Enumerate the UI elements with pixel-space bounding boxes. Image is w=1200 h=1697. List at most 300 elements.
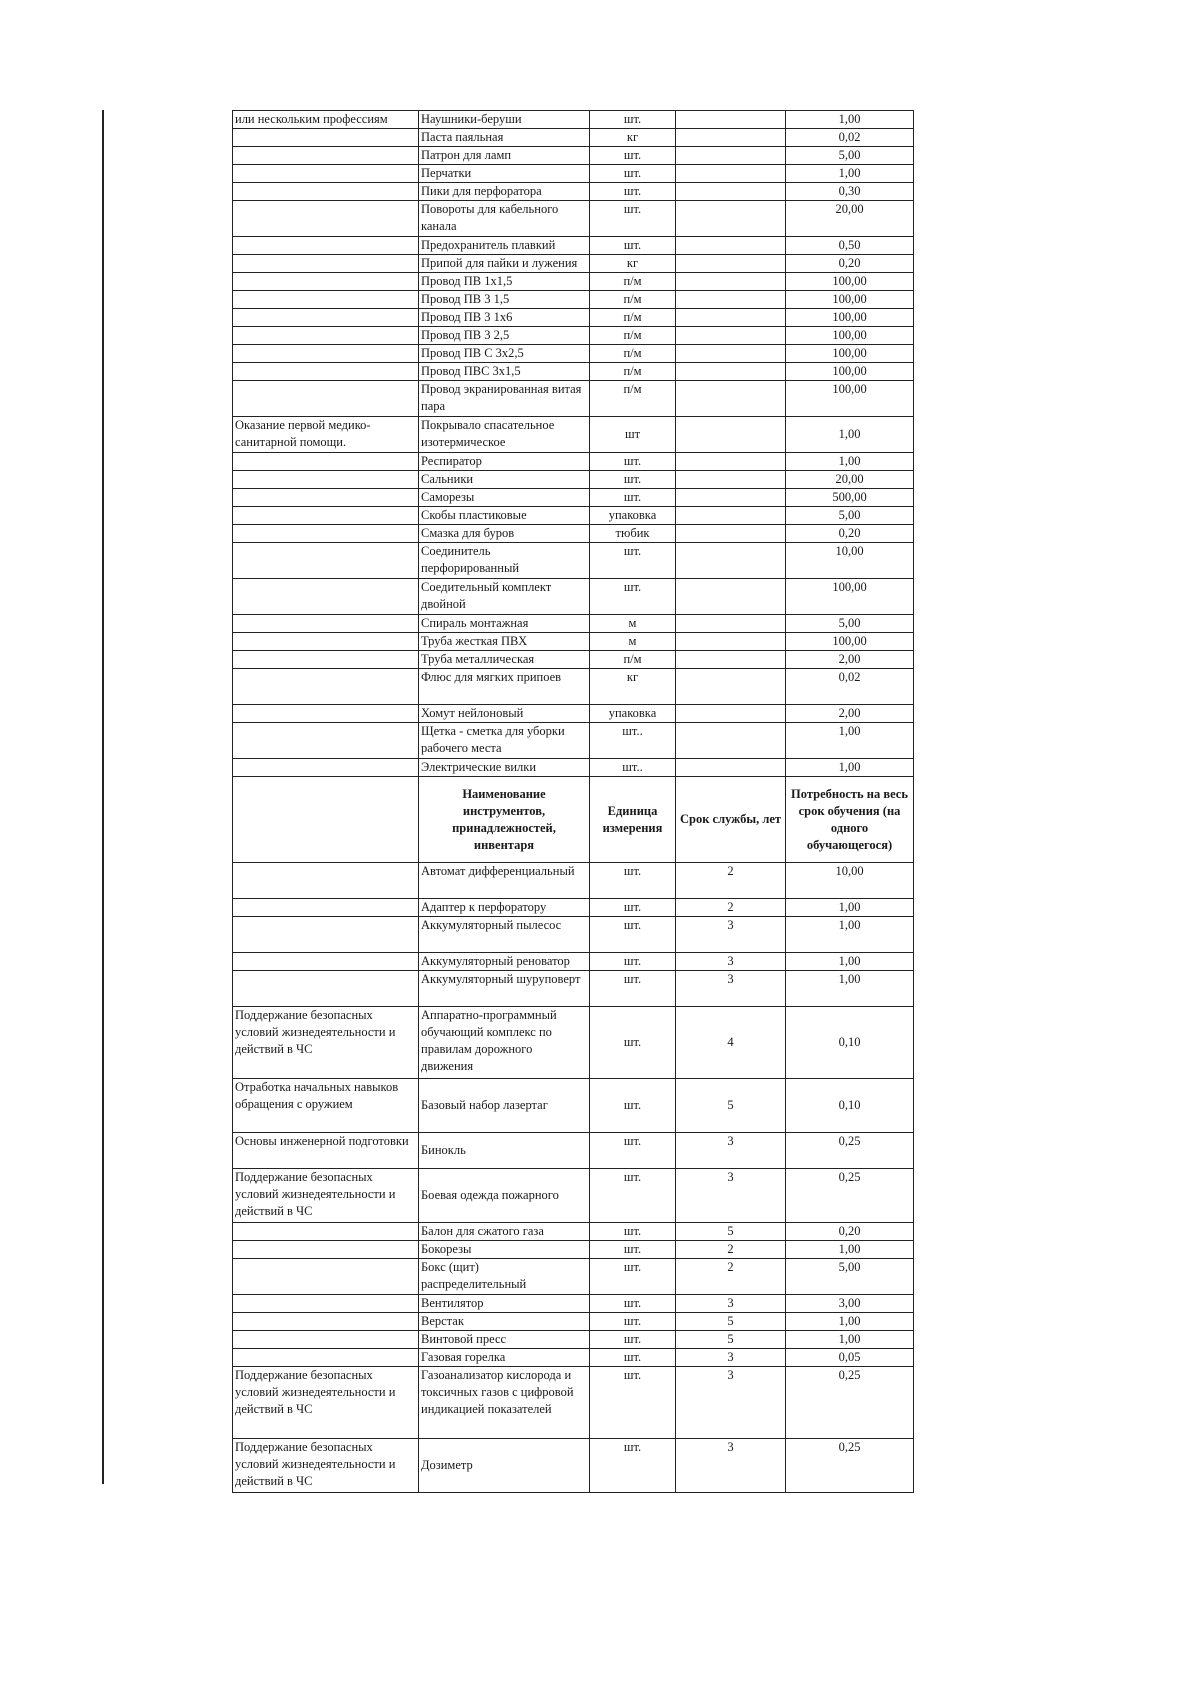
- item-name: Флюс для мягких припоев: [419, 669, 590, 705]
- item-name: Соедительный комплект двойной: [419, 579, 590, 615]
- table-row: [233, 183, 914, 201]
- section-cell: [233, 615, 419, 633]
- item-unit: шт.: [590, 165, 676, 183]
- item-name: Сальники: [419, 471, 590, 489]
- item-name: Автомат дифференциальный: [419, 863, 590, 899]
- section-cell: [233, 953, 419, 971]
- item-name: [419, 953, 590, 971]
- item-life: 5: [676, 1223, 786, 1241]
- table-row: [233, 381, 914, 417]
- table-row: [233, 1295, 914, 1313]
- item-name: [419, 255, 590, 273]
- item-name: Перчатки: [419, 165, 590, 183]
- item-life: [676, 201, 786, 237]
- table-header-row: [233, 777, 914, 863]
- table-row: [233, 1241, 914, 1259]
- table-row: [233, 165, 914, 183]
- item-qty: 3,00: [786, 1295, 914, 1313]
- table-row: [233, 971, 914, 1007]
- item-qty: 0,50: [786, 237, 914, 255]
- item-name: Провод ПВ 1х1,5: [419, 273, 590, 291]
- item-unit: шт.: [590, 1169, 676, 1223]
- item-unit: шт.: [590, 111, 676, 129]
- item-name: Респиратор: [419, 453, 590, 471]
- section-cell: [233, 489, 419, 507]
- item-name: Провод ПВ 3 2,5: [419, 327, 590, 345]
- item-qty: 1,00: [786, 1313, 914, 1331]
- item-life: [676, 129, 786, 147]
- item-name: Скобы пластиковые: [419, 507, 590, 525]
- section-cell: [233, 1259, 419, 1295]
- item-unit: кг: [590, 129, 676, 147]
- table-row: [233, 1223, 914, 1241]
- item-name: Аккумуляторный пылесос: [419, 917, 590, 953]
- item-life: 5: [676, 1079, 786, 1133]
- item-unit: шт.: [590, 1367, 676, 1439]
- item-qty: 0,20: [786, 255, 914, 273]
- item-life: 3: [676, 1295, 786, 1313]
- item-life: 2: [676, 1241, 786, 1259]
- item-qty: 1,00: [786, 1331, 914, 1349]
- left-margin-rule: [102, 110, 104, 1484]
- item-life: [676, 237, 786, 255]
- item-life: [676, 471, 786, 489]
- item-qty: 100,00: [786, 273, 914, 291]
- section-cell: [233, 1295, 419, 1313]
- item-life: [676, 183, 786, 201]
- item-qty: 1,00: [786, 417, 914, 453]
- item-life: 3: [676, 917, 786, 953]
- item-qty: 0,30: [786, 183, 914, 201]
- item-unit: шт.: [590, 489, 676, 507]
- section-cell: [233, 507, 419, 525]
- item-name: Провод ПВ 3 1,5: [419, 291, 590, 309]
- section-cell: [233, 273, 419, 291]
- item-unit: шт.: [590, 183, 676, 201]
- item-name-text: Аккумуляторный реноватор: [421, 954, 570, 968]
- item-life: [676, 327, 786, 345]
- table-row: [233, 453, 914, 471]
- equipment-table: [232, 110, 914, 1493]
- table-row: [233, 201, 914, 237]
- item-life: [676, 345, 786, 363]
- table-row: [233, 525, 914, 543]
- section-cell: [233, 1313, 419, 1331]
- table-row: [233, 1349, 914, 1367]
- section-cell: [233, 471, 419, 489]
- table-row: [233, 633, 914, 651]
- section-cell: [233, 381, 419, 417]
- section-cell: [233, 147, 419, 165]
- table-row: [233, 651, 914, 669]
- table-row: [233, 759, 914, 777]
- section-cell: Основы инженерной подготовки: [233, 1133, 419, 1169]
- item-qty: 100,00: [786, 309, 914, 327]
- item-life: 3: [676, 971, 786, 1007]
- section-cell: [233, 1331, 419, 1349]
- table-row: [233, 899, 914, 917]
- item-qty: 5,00: [786, 507, 914, 525]
- item-unit: упаковка: [590, 507, 676, 525]
- item-unit: шт.: [590, 1349, 676, 1367]
- section-cell: [233, 543, 419, 579]
- item-life: [676, 417, 786, 453]
- item-unit: шт..: [590, 723, 676, 759]
- item-name: Газоанализатор кислорода и токсичных газов с цифровой индикацией показателей: [419, 1367, 590, 1439]
- item-qty: 2,00: [786, 705, 914, 723]
- item-name: Наушники-беруши: [419, 111, 590, 129]
- table-row: [233, 345, 914, 363]
- table-row: [233, 273, 914, 291]
- item-qty: 5,00: [786, 147, 914, 165]
- item-life: [676, 507, 786, 525]
- section-cell: [233, 453, 419, 471]
- item-unit: п/м: [590, 273, 676, 291]
- item-name: Смазка для буров: [419, 525, 590, 543]
- item-qty: 100,00: [786, 345, 914, 363]
- item-qty: 10,00: [786, 543, 914, 579]
- item-unit: шт.: [590, 899, 676, 917]
- item-unit: п/м: [590, 345, 676, 363]
- item-qty: 5,00: [786, 615, 914, 633]
- item-life: [676, 723, 786, 759]
- table-row: [233, 237, 914, 255]
- item-qty: 1,00: [786, 453, 914, 471]
- section-cell: [233, 363, 419, 381]
- item-qty: 0,25: [786, 1133, 914, 1169]
- item-name: Соединитель перфорированный: [419, 543, 590, 579]
- item-qty: 1,00: [786, 111, 914, 129]
- item-unit: кг: [590, 669, 676, 705]
- item-life: [676, 651, 786, 669]
- item-life: [676, 309, 786, 327]
- item-life: 3: [676, 1367, 786, 1439]
- item-name: Аппаратно-программный обучающий комплекс по правилам дорожного движения: [419, 1007, 590, 1079]
- item-unit: шт..: [590, 759, 676, 777]
- table-row: [233, 1079, 914, 1133]
- section-cell: [233, 651, 419, 669]
- item-qty: 100,00: [786, 381, 914, 417]
- item-unit: шт.: [590, 1241, 676, 1259]
- item-unit: кг: [590, 255, 676, 273]
- item-unit: п/м: [590, 309, 676, 327]
- section-cell: или нескольким профессиям: [233, 111, 419, 129]
- table-row: [233, 255, 914, 273]
- table-row: [233, 579, 914, 615]
- item-life: [676, 633, 786, 651]
- section-cell: [233, 345, 419, 363]
- item-life: 2: [676, 899, 786, 917]
- item-qty: 0,02: [786, 129, 914, 147]
- item-name: Хомут нейлоновый: [419, 705, 590, 723]
- item-name: Боевая одежда пожарного: [419, 1169, 590, 1223]
- section-cell: Отработка начальных навыков обращения с оружием: [233, 1079, 419, 1133]
- table-row: [233, 489, 914, 507]
- item-qty: 0,20: [786, 525, 914, 543]
- item-life: [676, 255, 786, 273]
- item-unit: шт.: [590, 453, 676, 471]
- item-name: Провод ПВ С 3х2,5: [419, 345, 590, 363]
- item-qty: 100,00: [786, 291, 914, 309]
- item-life: [676, 381, 786, 417]
- item-qty: 0,05: [786, 1349, 914, 1367]
- section-cell: [233, 669, 419, 705]
- section-cell: [233, 183, 419, 201]
- header-name: Наименование инструментов, принадлежностей, инвентаря: [419, 777, 590, 863]
- item-life: [676, 669, 786, 705]
- item-life: [676, 759, 786, 777]
- section-cell: [233, 1223, 419, 1241]
- item-qty: 100,00: [786, 327, 914, 345]
- item-name: Аккумуляторный шуруповерт: [419, 971, 590, 1007]
- item-life: [676, 165, 786, 183]
- item-unit: шт: [590, 417, 676, 453]
- item-name: Балон для сжатого газа: [419, 1223, 590, 1241]
- item-unit: шт.: [590, 1439, 676, 1493]
- item-name: Патрон для ламп: [419, 147, 590, 165]
- item-life: [676, 543, 786, 579]
- item-unit: шт.: [590, 1079, 676, 1133]
- item-unit: шт.: [590, 953, 676, 971]
- table-row: [233, 291, 914, 309]
- item-life: [676, 363, 786, 381]
- table-row: [233, 917, 914, 953]
- item-name: Покрывало спасательное изотермическое: [419, 417, 590, 453]
- item-life: [676, 489, 786, 507]
- section-cell: [233, 579, 419, 615]
- section-cell: Поддержание безопасных условий жизнедеятельности и действий в ЧС: [233, 1439, 419, 1493]
- item-qty: 1,00: [786, 1241, 914, 1259]
- table-row: [233, 953, 914, 971]
- item-unit: шт.: [590, 471, 676, 489]
- table-row: [233, 705, 914, 723]
- section-cell: [233, 1241, 419, 1259]
- item-name: Труба жесткая ПВХ: [419, 633, 590, 651]
- item-unit: шт.: [590, 863, 676, 899]
- item-name: Адаптер к перфоратору: [419, 899, 590, 917]
- section-cell: [233, 899, 419, 917]
- header-empty-cell: [233, 777, 419, 863]
- section-cell: [233, 759, 419, 777]
- item-qty: 10,00: [786, 863, 914, 899]
- item-name: Пики для перфоратора: [419, 183, 590, 201]
- item-unit: тюбик: [590, 525, 676, 543]
- header-unit: Единица измерения: [590, 777, 676, 863]
- item-life: 2: [676, 1259, 786, 1295]
- section-cell: [233, 309, 419, 327]
- table-row: [233, 507, 914, 525]
- item-qty: 100,00: [786, 579, 914, 615]
- item-name: Газовая горелка: [419, 1349, 590, 1367]
- item-life: 4: [676, 1007, 786, 1079]
- item-life: 5: [676, 1331, 786, 1349]
- item-unit: шт.: [590, 971, 676, 1007]
- item-life: [676, 705, 786, 723]
- section-cell: [233, 525, 419, 543]
- section-cell: [233, 201, 419, 237]
- item-life: [676, 273, 786, 291]
- table-row: [233, 417, 914, 453]
- item-unit: шт.: [590, 237, 676, 255]
- item-life: [676, 525, 786, 543]
- item-qty: 0,25: [786, 1367, 914, 1439]
- table-row: [233, 1331, 914, 1349]
- section-cell: [233, 291, 419, 309]
- table-row: [233, 471, 914, 489]
- table-row: [233, 327, 914, 345]
- item-qty: 2,00: [786, 651, 914, 669]
- item-qty: 1,00: [786, 971, 914, 1007]
- item-name: Дозиметр: [419, 1439, 590, 1493]
- item-name: Вентилятор: [419, 1295, 590, 1313]
- item-unit: шт.: [590, 543, 676, 579]
- item-unit: шт.: [590, 1331, 676, 1349]
- item-unit: шт.: [590, 1223, 676, 1241]
- item-unit: шт.: [590, 1007, 676, 1079]
- item-unit: п/м: [590, 291, 676, 309]
- item-unit: шт.: [590, 1133, 676, 1169]
- table-row: [233, 543, 914, 579]
- item-qty: 5,00: [786, 1259, 914, 1295]
- table-row: [233, 1439, 914, 1493]
- item-name: Труба металлическая: [419, 651, 590, 669]
- item-name: Базовый набор лазертаг: [419, 1079, 590, 1133]
- item-qty: 1,00: [786, 165, 914, 183]
- table-row: [233, 1367, 914, 1439]
- item-qty: 0,10: [786, 1007, 914, 1079]
- item-life: 3: [676, 1349, 786, 1367]
- item-qty: 20,00: [786, 201, 914, 237]
- section-cell: [233, 723, 419, 759]
- item-name: Спираль монтажная: [419, 615, 590, 633]
- item-unit: шт.: [590, 1259, 676, 1295]
- item-life: 3: [676, 1439, 786, 1493]
- section-cell: [233, 129, 419, 147]
- item-life: 5: [676, 1313, 786, 1331]
- item-name: Верстак: [419, 1313, 590, 1331]
- item-life: [676, 291, 786, 309]
- table-row: [233, 1313, 914, 1331]
- table-row: [233, 669, 914, 705]
- item-life: 2: [676, 863, 786, 899]
- item-unit: п/м: [590, 381, 676, 417]
- header-life: Срок службы, лет: [676, 777, 786, 863]
- item-name: Паста паяльная: [419, 129, 590, 147]
- item-qty: 1,00: [786, 953, 914, 971]
- item-name: Винтовой пресс: [419, 1331, 590, 1349]
- item-life: 3: [676, 1133, 786, 1169]
- item-unit: шт.: [590, 917, 676, 953]
- item-name: Щетка - сметка для уборки рабочего места: [419, 723, 590, 759]
- item-unit: м: [590, 633, 676, 651]
- item-name: Бокс (щит) распределительный: [419, 1259, 590, 1295]
- section-cell: Поддержание безопасных условий жизнедеятельности и действий в ЧС: [233, 1367, 419, 1439]
- item-unit: м: [590, 615, 676, 633]
- table-row: [233, 1169, 914, 1223]
- table-row: [233, 615, 914, 633]
- tools-body: [233, 777, 914, 1493]
- table-row: [233, 111, 914, 129]
- section-cell: Поддержание безопасных условий жизнедеятельности и действий в ЧС: [233, 1007, 419, 1079]
- section-cell: [233, 863, 419, 899]
- item-name: Бокорезы: [419, 1241, 590, 1259]
- item-life: [676, 147, 786, 165]
- item-qty: 0,25: [786, 1169, 914, 1223]
- table-row: [233, 147, 914, 165]
- item-name: Предохранитель плавкий: [419, 237, 590, 255]
- item-life: 3: [676, 1169, 786, 1223]
- item-unit: шт.: [590, 579, 676, 615]
- item-qty: 100,00: [786, 363, 914, 381]
- item-name: Саморезы: [419, 489, 590, 507]
- item-name: Провод экранированная витая пара: [419, 381, 590, 417]
- table-row: [233, 1007, 914, 1079]
- table-row: [233, 129, 914, 147]
- item-qty: 100,00: [786, 633, 914, 651]
- item-name: Провод ПВ 3 1х6: [419, 309, 590, 327]
- table-row: [233, 723, 914, 759]
- item-name: Бинокль: [419, 1133, 590, 1169]
- table-row: [233, 863, 914, 899]
- item-name: Провод ПВС 3х1,5: [419, 363, 590, 381]
- item-life: [676, 111, 786, 129]
- item-life: [676, 453, 786, 471]
- item-life: 3: [676, 953, 786, 971]
- item-unit: шт.: [590, 201, 676, 237]
- item-name-text: Припой для пайки и лужения: [421, 256, 578, 270]
- table-row: [233, 363, 914, 381]
- item-name: Электрические вилки: [419, 759, 590, 777]
- section-cell: [233, 237, 419, 255]
- section-cell: [233, 633, 419, 651]
- table-row: [233, 1259, 914, 1295]
- section-cell: [233, 255, 419, 273]
- item-unit: п/м: [590, 651, 676, 669]
- item-unit: п/м: [590, 327, 676, 345]
- item-qty: 0,25: [786, 1439, 914, 1493]
- item-qty: 20,00: [786, 471, 914, 489]
- table-row: [233, 1133, 914, 1169]
- materials-body: [233, 111, 914, 777]
- item-name: Повороты для кабельного канала: [419, 201, 590, 237]
- item-unit: п/м: [590, 363, 676, 381]
- item-unit: шт.: [590, 147, 676, 165]
- section-cell: [233, 327, 419, 345]
- section-cell: Поддержание безопасных условий жизнедеятельности и действий в ЧС: [233, 1169, 419, 1223]
- item-unit: шт.: [590, 1295, 676, 1313]
- section-cell: [233, 971, 419, 1007]
- item-qty: 0,20: [786, 1223, 914, 1241]
- item-qty: 500,00: [786, 489, 914, 507]
- section-cell: [233, 917, 419, 953]
- item-qty: 0,10: [786, 1079, 914, 1133]
- item-qty: 1,00: [786, 723, 914, 759]
- section-cell: [233, 1349, 419, 1367]
- item-qty: 1,00: [786, 759, 914, 777]
- item-life: [676, 615, 786, 633]
- item-life: [676, 579, 786, 615]
- table-row: [233, 309, 914, 327]
- item-qty: 1,00: [786, 917, 914, 953]
- section-cell: [233, 165, 419, 183]
- header-need: Потребность на весь срок обучения (на одного обучающегося): [786, 777, 914, 863]
- item-qty: 0,02: [786, 669, 914, 705]
- item-unit: шт.: [590, 1313, 676, 1331]
- section-cell: Оказание первой медико-санитарной помощи.: [233, 417, 419, 453]
- section-cell: [233, 705, 419, 723]
- item-unit: упаковка: [590, 705, 676, 723]
- item-qty: 1,00: [786, 899, 914, 917]
